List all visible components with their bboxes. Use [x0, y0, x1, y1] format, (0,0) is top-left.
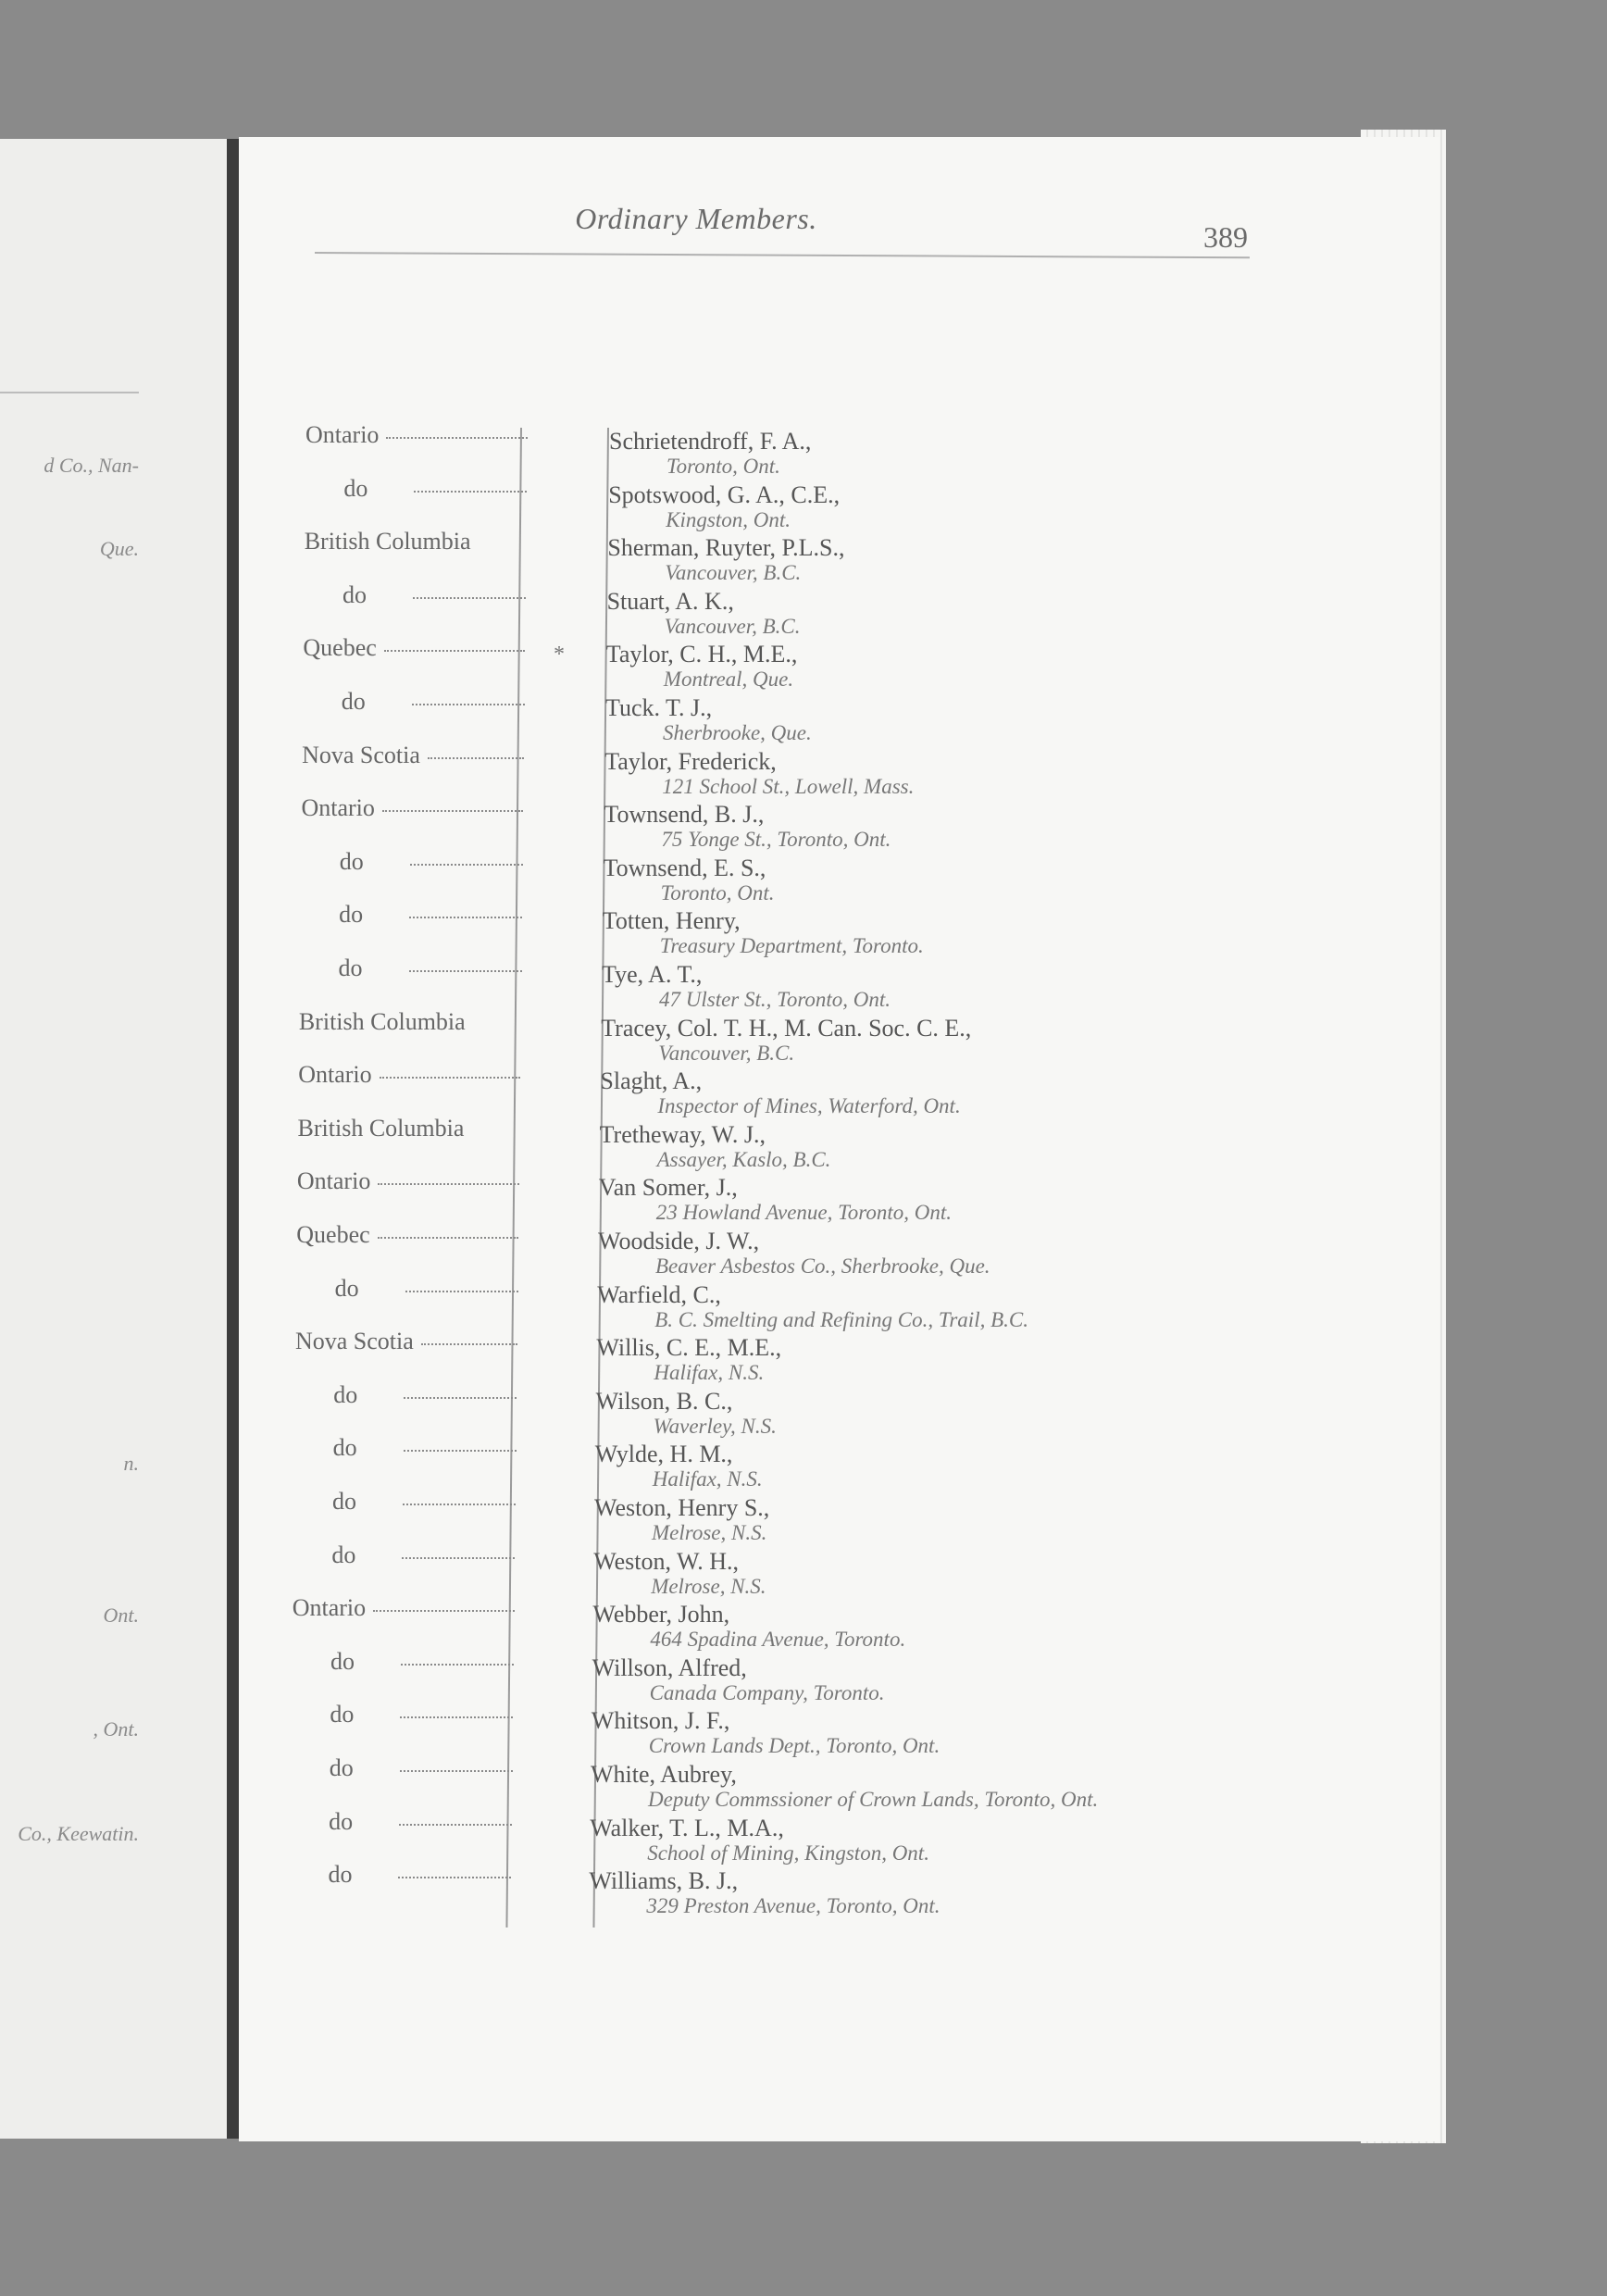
member-entry [597, 1281, 1028, 1332]
member-address: Inspector of Mines, Waterford, Ont. [657, 1094, 961, 1118]
location-label: Nova Scotia [294, 1328, 414, 1355]
leader-dots [400, 1716, 513, 1718]
member-entry [602, 961, 891, 1012]
member-address: School of Mining, Kingston, Ont. [647, 1841, 929, 1865]
leader-dots [382, 810, 524, 812]
member-address: Treasury Department, Toronto. [659, 934, 924, 958]
location-cell [292, 1648, 514, 1676]
member-entry [598, 1228, 990, 1279]
location-cell [293, 1541, 515, 1569]
member-entry [596, 1334, 781, 1385]
facing-page-fragment: , Ont. [93, 1717, 139, 1741]
location-cell [299, 1008, 521, 1036]
location-cell [297, 1167, 519, 1195]
running-header: Ordinary Members. [575, 202, 817, 235]
member-name: Woodside, J. W., [598, 1228, 760, 1254]
location-cell [305, 528, 527, 555]
member-address: Halifax, N.S. [654, 1361, 765, 1385]
facing-page-fragment: d Co., Nan- [44, 454, 139, 477]
location-label: do [334, 1274, 359, 1302]
leader-dots [409, 917, 522, 918]
member-entry [590, 1815, 929, 1866]
member-entry [600, 1067, 960, 1118]
location-label: do [329, 1807, 354, 1835]
location-cell [289, 1861, 511, 1889]
location-label: do [333, 1380, 358, 1408]
location-label: Ontario [298, 1061, 372, 1089]
location-cell [290, 1808, 512, 1836]
location-cell [304, 581, 526, 609]
facing-page-rule [0, 392, 139, 393]
leader-dots [401, 1664, 514, 1666]
facing-page-fragment: Que. [99, 537, 139, 560]
facing-page [0, 139, 227, 2139]
location-label: do [339, 847, 364, 875]
member-address: Waverley, N.S. [653, 1414, 777, 1438]
member-entry [605, 694, 812, 745]
member-entry [604, 748, 914, 799]
member-entry [606, 641, 798, 692]
location-label: do [329, 1754, 354, 1781]
member-address: Beaver Asbestos Co., Sherbrooke, Que. [655, 1254, 990, 1278]
facing-page-fragment: n. [123, 1452, 139, 1475]
member-name: Tretheway, W. J., [599, 1120, 766, 1148]
leader-dots [378, 1183, 519, 1185]
location-cell [294, 1381, 517, 1409]
leader-dots [421, 1343, 517, 1345]
member-name: Schrietendroff, F. A., [609, 428, 812, 455]
member-name: Willis, C. E., M.E., [596, 1334, 782, 1362]
member-address: 464 Spadina Avenue, Toronto. [650, 1628, 906, 1652]
member-address: Assayer, Kaslo, B.C. [656, 1147, 831, 1171]
location-cell [295, 1328, 517, 1355]
member-address: Halifax, N.S. [652, 1467, 763, 1491]
member-name: Taylor, C. H., M.E., [605, 641, 798, 668]
leader-dots [378, 1237, 519, 1239]
member-entry [592, 1707, 940, 1758]
leader-dots [405, 1291, 518, 1292]
leader-dots [403, 1504, 516, 1505]
leader-dots [412, 704, 525, 705]
member-entry [609, 428, 811, 479]
member-name: Totten, Henry, [602, 907, 741, 935]
leader-dots [373, 1610, 515, 1612]
leader-dots [404, 1397, 517, 1399]
location-label: British Columbia [297, 1114, 465, 1142]
location-label: Ontario [292, 1594, 367, 1622]
member-address: Kingston, Ont. [666, 507, 791, 531]
member-address: 329 Preston Avenue, Toronto, Ont. [646, 1894, 941, 1918]
member-entry [607, 588, 801, 639]
member-entry [599, 1174, 952, 1225]
location-label: British Columbia [304, 528, 471, 555]
member-entry [600, 1121, 831, 1172]
location-cell [301, 848, 523, 876]
leader-dots [399, 1824, 512, 1826]
leader-dots [404, 1450, 517, 1452]
location-label: do [339, 901, 364, 929]
member-name: Warfield, C., [597, 1280, 721, 1308]
location-cell [293, 1594, 515, 1622]
member-name: Williams, B. J., [589, 1867, 739, 1895]
location-label: do [331, 1541, 356, 1568]
leader-dots [380, 1077, 521, 1079]
member-name: White, Aubrey, [591, 1761, 737, 1788]
location-cell [296, 1221, 518, 1249]
location-label: do [343, 474, 368, 502]
member-address: Deputy Commssioner of Crown Lands, Toronto, Ont. [648, 1788, 1099, 1811]
location-label: do [343, 580, 367, 608]
location-cell [303, 688, 525, 716]
member-address: Sherbrooke, Que. [663, 721, 812, 744]
member-address: Canada Company, Toronto. [649, 1680, 885, 1704]
location-cell [305, 475, 527, 503]
member-name: Wylde, H. M., [594, 1441, 733, 1468]
location-cell [300, 955, 522, 982]
member-name: Stuart, A. K., [606, 587, 734, 615]
location-cell [298, 1061, 520, 1089]
member-name: Tuck. T. J., [605, 694, 713, 721]
member-address: Melrose, N.S. [652, 1521, 767, 1544]
location-label: do [332, 1434, 357, 1462]
member-name: Webber, John, [592, 1601, 730, 1628]
location-cell [302, 742, 524, 769]
member-address: 23 Howland Avenue, Toronto, Ont. [655, 1201, 953, 1225]
leader-dots [398, 1877, 511, 1878]
member-name: Tye, A. T., [602, 961, 703, 988]
location-label: Ontario [305, 421, 380, 448]
member-address: Vancouver, B.C. [665, 561, 802, 585]
location-label: Ontario [301, 794, 375, 822]
location-label: do [338, 955, 363, 981]
member-address: Montreal, Que. [663, 668, 794, 692]
location-label: do [330, 1647, 355, 1675]
member-entry [591, 1761, 1098, 1812]
page-number: 389 [1203, 220, 1248, 254]
member-address: Toronto, Ont. [666, 455, 780, 478]
location-label: Nova Scotia [302, 741, 420, 768]
member-entry [594, 1494, 769, 1545]
member-entry [608, 481, 840, 532]
member-entry [601, 1015, 971, 1066]
location-label: Quebec [296, 1221, 370, 1248]
member-name: Wilson, B. C., [595, 1387, 733, 1415]
member-address: Melrose, N.S. [651, 1574, 766, 1598]
member-entry [592, 1654, 885, 1705]
location-cell [296, 1275, 518, 1303]
location-label: do [341, 688, 366, 715]
entry-marker: * [554, 643, 565, 667]
member-entry [604, 801, 891, 852]
member-entry [603, 907, 924, 958]
member-name: Whitson, J. F., [591, 1707, 730, 1735]
location-cell [291, 1701, 513, 1728]
leader-dots [409, 970, 522, 972]
member-address: Toronto, Ont. [660, 880, 775, 905]
member-name: Sherman, Ruyter, P.L.S., [607, 534, 845, 562]
leader-dots [410, 864, 523, 866]
member-name: Willson, Alfred, [592, 1653, 747, 1681]
location-cell [305, 421, 528, 449]
location-cell [298, 1115, 520, 1142]
location-label: Ontario [296, 1167, 371, 1195]
member-name: Slaght, A., [600, 1067, 703, 1095]
member-address: Vancouver, B.C. [664, 614, 801, 638]
member-name: Walker, T. L., M.A., [590, 1814, 784, 1841]
member-name: Spotswood, G. A., C.E., [608, 480, 841, 508]
leader-dots [414, 491, 527, 493]
location-label: do [332, 1488, 356, 1515]
location-cell [301, 794, 523, 822]
location-cell [291, 1754, 513, 1782]
member-entry [592, 1601, 905, 1652]
facing-page-fragment: Ont. [103, 1603, 139, 1627]
location-cell [294, 1434, 517, 1462]
location-label: do [328, 1861, 353, 1889]
location-label: do [330, 1701, 355, 1728]
member-address: 47 Ulster St., Toronto, Ont. [659, 988, 891, 1011]
leader-dots [400, 1770, 513, 1772]
member-name: Weston, W. H., [593, 1547, 739, 1575]
member-address: Vancouver, B.C. [658, 1041, 795, 1065]
facing-page-fragment: Co., Keewatin. [18, 1822, 139, 1845]
location-cell [303, 634, 525, 662]
leader-dots [386, 437, 528, 439]
leader-dots [384, 650, 526, 652]
member-entry [593, 1548, 766, 1599]
member-entry [595, 1441, 763, 1491]
member-name: Weston, Henry S., [594, 1494, 770, 1521]
member-entry [589, 1867, 940, 1918]
member-name: Tracey, Col. T. H., M. Can. Soc. C. E., [601, 1014, 972, 1042]
member-address: B. C. Smelting and Refining Co., Trail, B.C. [654, 1307, 1028, 1331]
member-entry [607, 534, 844, 585]
leader-dots [402, 1557, 515, 1559]
member-name: Townsend, B. J., [604, 801, 765, 829]
member-entry [604, 855, 775, 905]
member-address: Crown Lands Dept., Toronto, Ont. [648, 1734, 941, 1758]
leader-dots [413, 597, 526, 599]
location-label: Quebec [303, 634, 377, 662]
member-name: Van Somer, J., [598, 1174, 738, 1202]
member-address: 121 School St., Lowell, Mass. [662, 774, 915, 798]
location-cell [293, 1488, 516, 1516]
member-address: 75 Yonge St., Toronto, Ont. [661, 828, 891, 852]
member-name: Townsend, E. S., [603, 854, 766, 881]
leader-dots [428, 757, 524, 759]
location-label: British Columbia [298, 1007, 466, 1035]
location-cell [300, 901, 522, 929]
member-entry [596, 1388, 777, 1439]
member-name: Taylor, Frederick, [604, 747, 777, 775]
